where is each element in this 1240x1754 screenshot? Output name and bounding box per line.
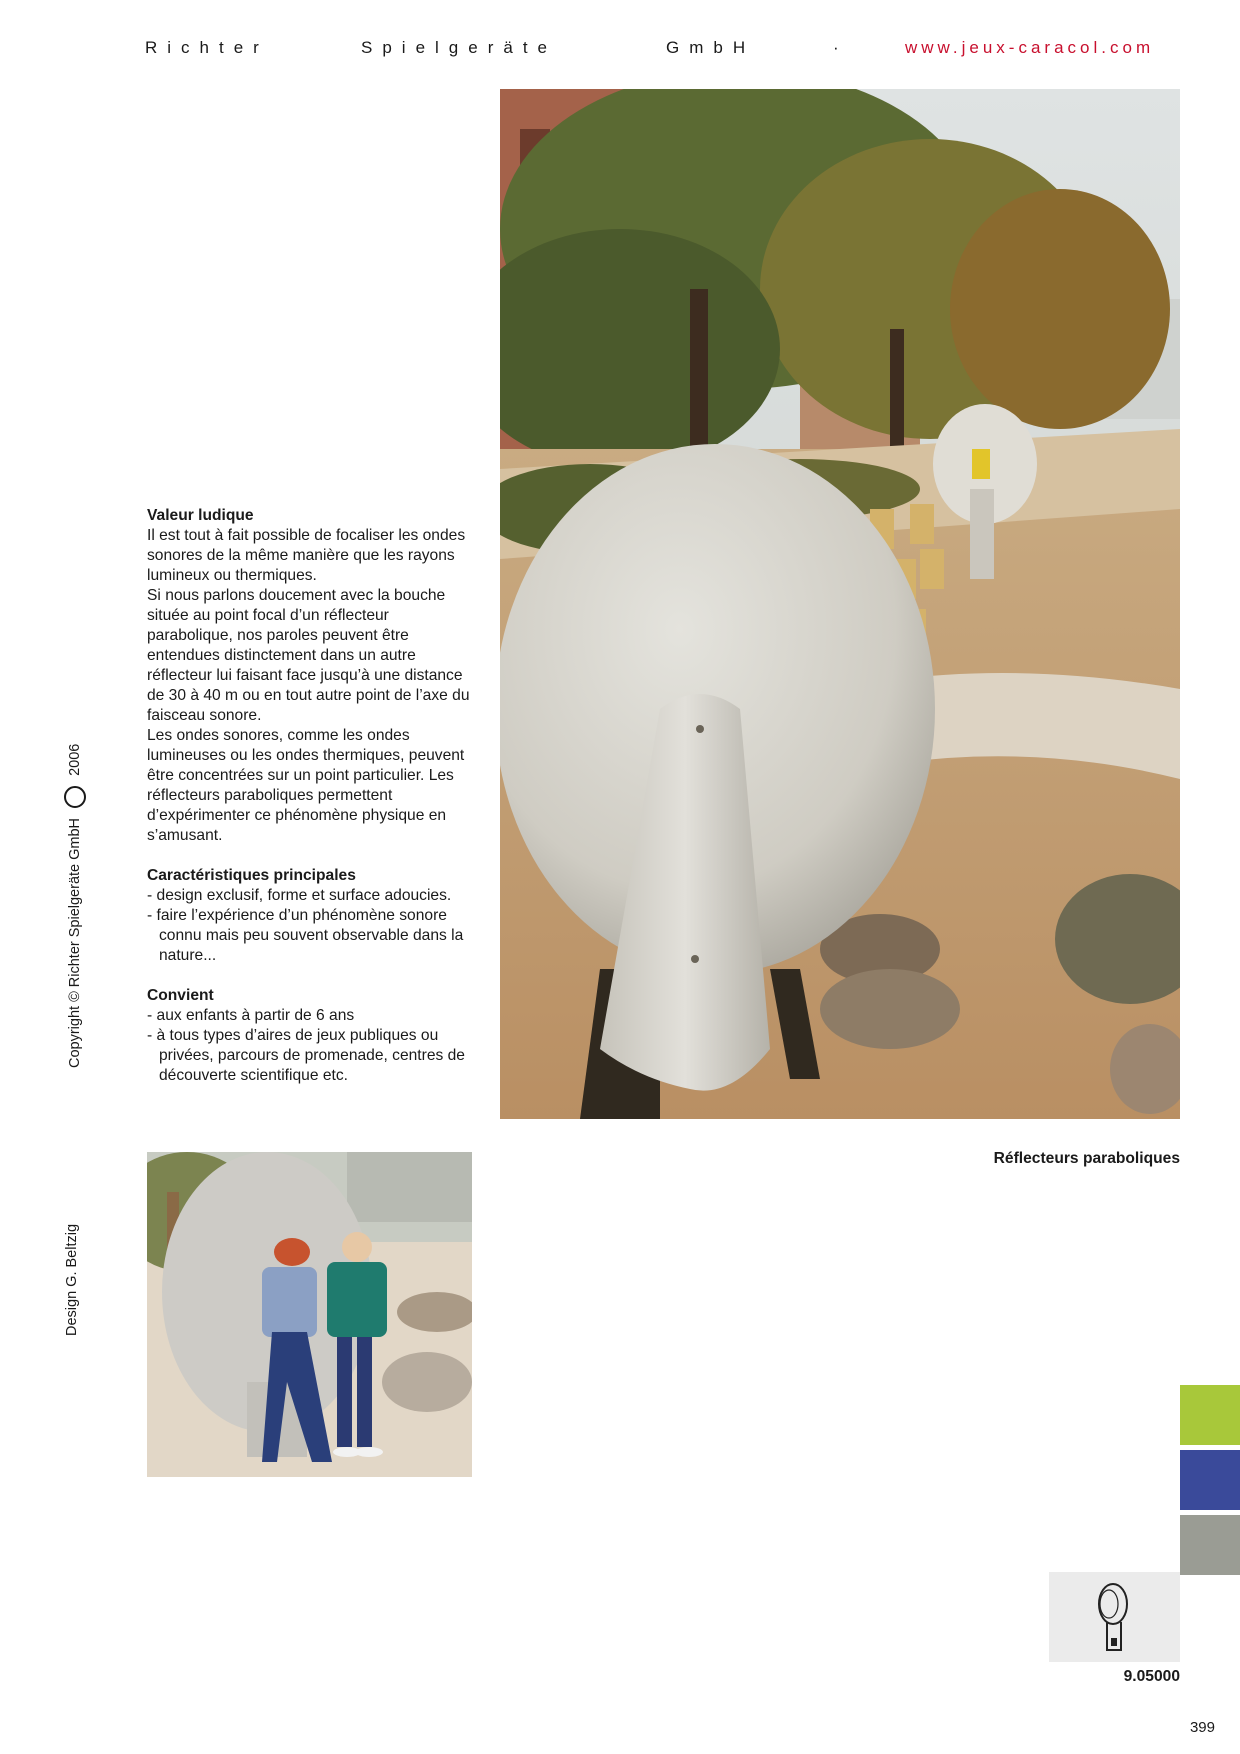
- copyright-vertical: [64, 744, 86, 1068]
- copyright-year: 2006: [66, 743, 83, 776]
- design-credit-vertical: Design G. Beltzig: [64, 1223, 80, 1336]
- product-icon-box: [1049, 1572, 1180, 1662]
- page-number: 399: [1189, 1719, 1215, 1736]
- paragraph-focal: Si nous parlons doucement avec la bouche située au point focal d’un réflecteur parabolique, nos paroles peuvent être entendues distinctement dans un autre réflecteur lui faisant face jusqu’à une distance de 30 à 40 m ou en tout autre point de l’axe du faisceau sonore.: [147, 587, 470, 724]
- list-item: - design exclusif, forme et surface adoucies.: [147, 887, 452, 904]
- swatch-gray: [1180, 1515, 1240, 1575]
- header-company-richter: Richter: [145, 38, 269, 57]
- richter-logo-icon: [64, 786, 86, 808]
- paragraph-intro: Il est tout à fait possible de focaliser les ondes sonores de la même manière que les rayons lumineux ou thermiques.: [147, 527, 466, 584]
- list-item: - faire l’expérience d’un phénomène sonore connu mais peu souvent observable dans la nature...: [147, 907, 464, 964]
- paragraph-waves: Les ondes sonores, comme les ondes lumineuses ou les ondes thermiques, peuvent être concentrées sur un point particulier. Les réflecteurs paraboliques permettent d’expérimenter ce phénomène physique en s’amusant.: [147, 727, 465, 844]
- product-code: 9.05000: [1123, 1668, 1180, 1685]
- section-title-convient: Convient: [147, 987, 214, 1004]
- section-title-valeur-ludique: Valeur ludique: [147, 507, 254, 524]
- photo-caption: Réflecteurs paraboliques: [993, 1150, 1180, 1167]
- list-item: - aux enfants à partir de 6 ans: [147, 1007, 355, 1024]
- description-column: [147, 506, 477, 1086]
- swatch-blue: [1180, 1450, 1240, 1510]
- parabolic-reflector-icon: [1049, 1572, 1180, 1662]
- header-company-gmbh: GmbH: [666, 38, 756, 57]
- list-item: - à tous types d’aires de jeux publiques ou privées, parcours de promenade, centres de découverte scientifique etc.: [147, 1027, 465, 1084]
- swatch-green: [1180, 1385, 1240, 1445]
- header-separator: ·: [833, 38, 849, 57]
- header-company-spielgerate: Spielgeräte: [361, 38, 558, 57]
- main-product-photo: [500, 89, 1180, 1119]
- secondary-photo-children: [147, 1152, 472, 1477]
- copyright-text: Copyright © Richter Spielgeräte GmbH: [66, 817, 83, 1068]
- suitability-list: [147, 1006, 477, 1086]
- header-website-link[interactable]: www.jeux-caracol.com: [905, 38, 1155, 57]
- features-list: [147, 886, 477, 966]
- section-title-caracteristiques: Caractéristiques principales: [147, 867, 356, 884]
